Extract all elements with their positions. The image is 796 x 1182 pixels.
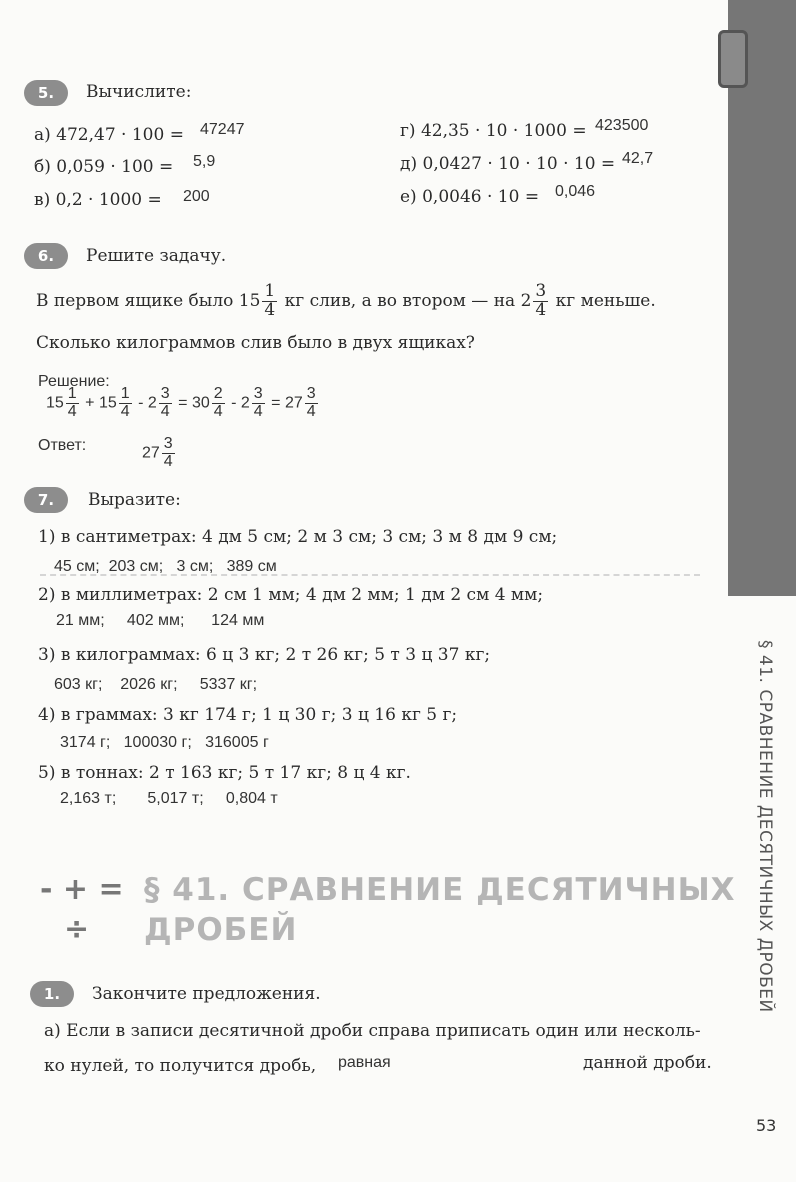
task6-problem-line2: Сколько килограммов слив было в двух ящиках? bbox=[36, 333, 475, 353]
sidebar-tab-marker bbox=[718, 30, 748, 88]
task7-question-5: 5) в тоннах: 2 т 163 кг; 5 т 17 кг; 8 ц 4 кг. bbox=[38, 763, 411, 783]
task6-solution: 15 $\frac{1}{4}$ + 15 $\frac{1}{4}$ - 2 $\frac{3}{4}$ = 30 $\frac{2}{4}$ - 2 $\frac{3}{4}$ = 27 $\frac{3}{4}$ bbox=[46, 385, 316, 420]
task5-badge: 5. bbox=[24, 80, 68, 106]
task1-title: Закончите предложения. bbox=[92, 984, 321, 1004]
task6-answer-label: Ответ: bbox=[38, 437, 87, 454]
task7-question-4: 4) в граммах: 3 кг 174 г; 1 ц 30 г; 3 ц 16 кг 5 г; bbox=[38, 705, 458, 725]
page-number: 53 bbox=[756, 1116, 777, 1135]
task5-expr-d: г) 42,35 · 10 · 1000 = bbox=[400, 121, 587, 141]
task5-answer-b: 5,9 bbox=[193, 153, 216, 170]
task7-question-1: 1) в сантиметрах: 4 дм 5 см; 2 м 3 см; 3 см; 3 м 8 дм 9 см; bbox=[38, 527, 558, 547]
division-sign-icon: ÷ bbox=[64, 912, 90, 947]
task1-badge: 1. bbox=[30, 981, 74, 1007]
math-operations-icon: - + = bbox=[40, 872, 124, 907]
task5-expr-e: д) 0,0427 · 10 · 10 · 10 = bbox=[400, 154, 616, 174]
task1-line2-start: ко нулей, то получится дробь, bbox=[44, 1056, 317, 1076]
task6-title: Решите задачу. bbox=[86, 246, 227, 266]
task7-question-3: 3) в килограммах: 6 ц 3 кг; 2 т 26 кг; 5 т 3 ц 37 кг; bbox=[38, 645, 491, 665]
task5-answer-f: 0,046 bbox=[555, 183, 596, 200]
task5-answer-c: 200 bbox=[183, 188, 210, 205]
task7-question-2: 2) в миллиметрах: 2 см 1 мм; 4 дм 2 мм; 1 дм 2 см 4 мм; bbox=[38, 585, 544, 605]
task5-answer-e: 42,7 bbox=[622, 150, 654, 167]
task5-expr-a: а) 472,47 · 100 = bbox=[34, 125, 184, 145]
task6-badge: 6. bbox=[24, 243, 68, 269]
task6-problem-line1: В первом ящике было 15 $\frac{1}{4}$ кг слив, а во втором — на 2 $\frac{3}{4}$ кг меньше. bbox=[36, 281, 656, 320]
task1-line2-end: данной дроби. bbox=[583, 1053, 712, 1073]
fraction: $\frac{3}{4}$ bbox=[535, 281, 547, 320]
task5-expr-b: б) 0,059 · 100 = bbox=[34, 157, 174, 177]
task7-answer-2: 21 мм; 402 мм; 124 мм bbox=[56, 612, 265, 629]
fraction: $\frac{1}{4}$ bbox=[264, 281, 276, 320]
task1-line1: а) Если в записи десятичной дроби справа приписать один или несколь- bbox=[44, 1021, 701, 1041]
section-title-line1: § 41. СРАВНЕНИЕ ДЕСЯТИЧНЫХ bbox=[144, 872, 736, 908]
task7-answer-3: 603 кг; 2026 кг; 5337 кг; bbox=[54, 676, 258, 693]
task6-solution-label: Решение: bbox=[38, 373, 110, 390]
task5-title: Вычислите: bbox=[86, 82, 192, 102]
sidebar-dark-band bbox=[728, 0, 796, 596]
task7-badge: 7. bbox=[24, 487, 68, 513]
task5-expr-c: в) 0,2 · 1000 = bbox=[34, 190, 162, 210]
sidebar-section-title: § 41. СРАВНЕНИЕ ДЕСЯТИЧНЫХ ДРОБЕЙ bbox=[755, 640, 775, 1013]
task6-answer: 27 $\frac{3}{4}$ bbox=[142, 435, 173, 470]
task5-answer-a: 47247 bbox=[200, 121, 245, 138]
task7-answer-5: 2,163 т; 5,017 т; 0,804 т bbox=[60, 790, 278, 807]
task7-title: Выразите: bbox=[88, 490, 181, 510]
task7-answer-4: 3174 г; 100030 г; 316005 г bbox=[60, 734, 269, 751]
task1-line2-answer: равная bbox=[338, 1054, 391, 1071]
section-title-line2: ДРОБЕЙ bbox=[144, 912, 298, 948]
task5-answer-d: 423500 bbox=[595, 117, 649, 134]
task7-answer-1: 45 см; 203 см; 3 см; 389 см bbox=[54, 558, 277, 575]
task5-expr-f: е) 0,0046 · 10 = bbox=[400, 187, 540, 207]
